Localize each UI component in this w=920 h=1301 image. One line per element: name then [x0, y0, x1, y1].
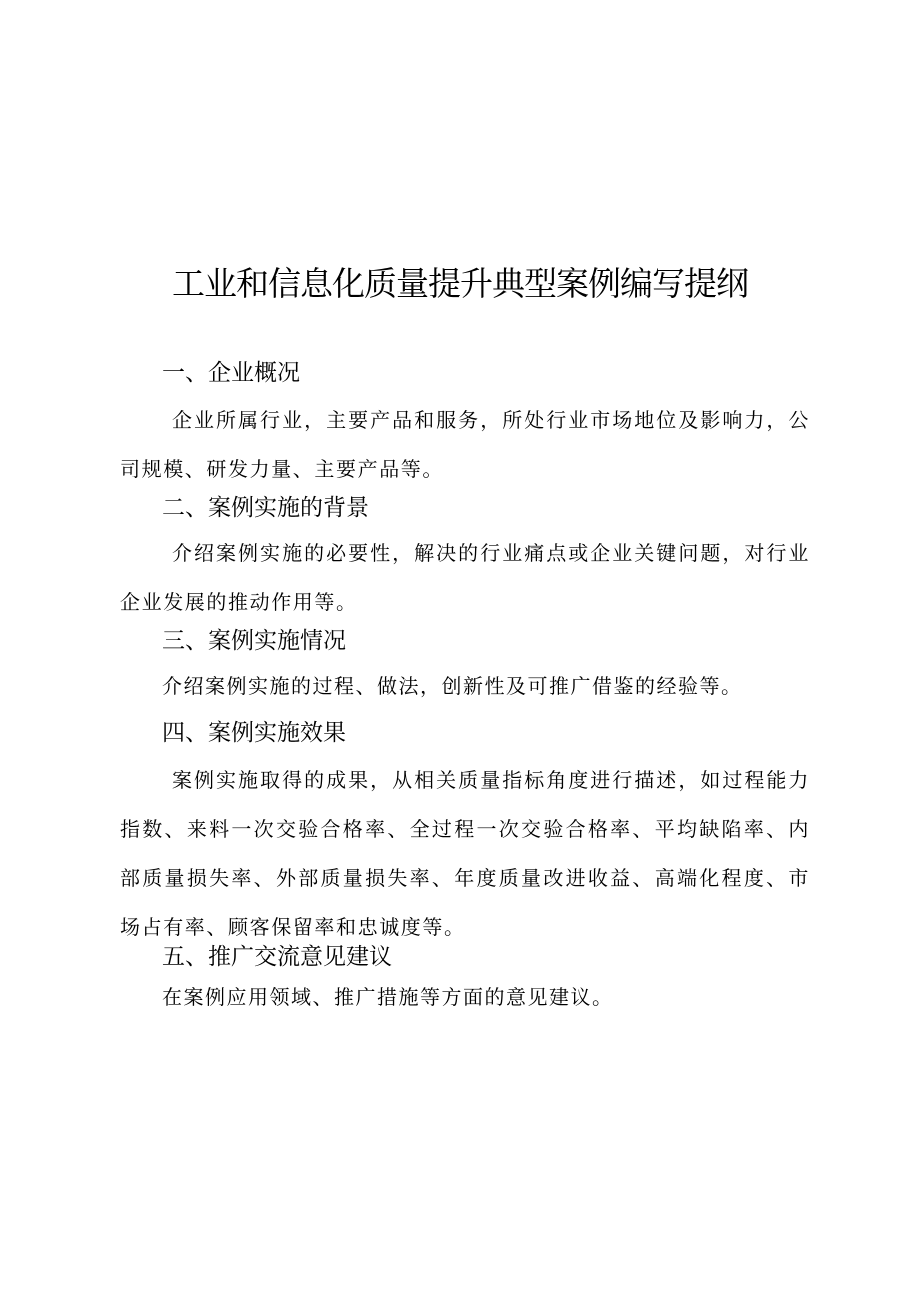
- section-heading-background: 二、案例实施的背景: [162, 495, 369, 521]
- section-body-implementation: 介绍案例实施的过程、做法，创新性及可推广借鉴的经验等。: [162, 674, 743, 698]
- section-heading-suggestions: 五、推广交流意见建议: [162, 944, 392, 970]
- section-body-results: 案例实施取得的成果，从相关质量指标角度进行描述，如过程能力指数、来料一次交验合格率、全过程一次交验合格率、平均缺陷率、内部质量损失率、外部质量损失率、年度质量改进收益、高端化程度、市场占有率、顾客保留率和忠诚度等。: [120, 768, 810, 939]
- section-body-overview: 企业所属行业，主要产品和服务，所处行业市场地位及影响力，公司规模、研发力量、主要产品等。: [120, 408, 810, 481]
- section-body-suggestions: 在案例应用领域、推广措施等方面的意见建议。: [162, 985, 614, 1009]
- section-body-background: 介绍案例实施的必要性，解决的行业痛点或企业关键问题，对行业企业发展的推动作用等。: [120, 541, 810, 614]
- section-heading-results: 四、案例实施效果: [162, 720, 346, 746]
- section-heading-overview: 一、企业概况: [162, 360, 300, 386]
- document-title: 工业和信息化质量提升典型案例编写提纲: [172, 264, 748, 303]
- section-heading-implementation: 三、案例实施情况: [162, 628, 346, 654]
